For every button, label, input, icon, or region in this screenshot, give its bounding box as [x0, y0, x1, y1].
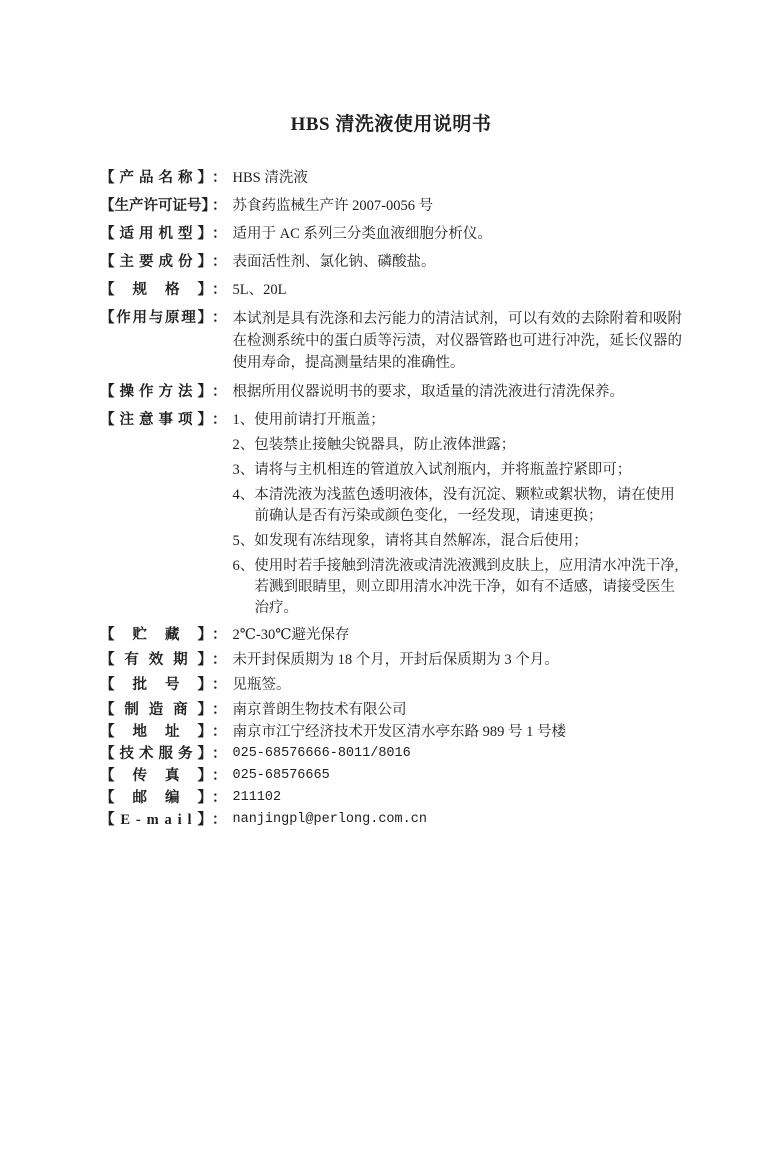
field-colon: ： — [212, 254, 227, 270]
field-value: 本试剂是具有洗涤和去污能力的清洁试剂，可以有效的去除附着和吸附在检测系统中的蛋白质等污渍，对仪器管路也可进行冲洗，延长仪器的使用寿命，提高测量结果的准确性。 — [232, 311, 682, 371]
field-label: 【 适 用 机 型 】 — [100, 226, 212, 242]
field-value: 苏食药监械生产许 2007-0056 号 — [232, 198, 434, 214]
field-label: 【 作 用 与 原 理 】 — [100, 310, 212, 326]
field-label: 【 技 术 服 务 】 — [100, 746, 212, 762]
field-fax — [100, 766, 682, 786]
precaution-item: 1、使用前请打开瓶盖； — [232, 412, 385, 428]
field-label: 【 有 效 期 】 — [100, 652, 212, 668]
field-value: nanjingpl@perlong.com.cn — [232, 812, 427, 827]
field-value: 见瓶签。 — [232, 677, 291, 693]
field-label: 【 地 址 】 — [100, 724, 212, 740]
field-storage — [100, 625, 682, 645]
field-batch-no — [100, 675, 682, 695]
field-zip-code — [100, 788, 682, 808]
field-email — [100, 810, 682, 830]
field-main-ingredients — [100, 252, 682, 272]
precaution-item: 5、如发现有冻结现象，请将其自然解冻，混合后使用； — [232, 533, 588, 549]
field-label: 【 传 真 】 — [100, 768, 212, 784]
field-label: 【 制 造 商 】 — [100, 702, 212, 718]
field-value: 未开封保质期为 18 个月，开封后保质期为 3 个月。 — [232, 652, 559, 668]
field-colon: ： — [212, 768, 227, 784]
field-label: 【 贮 藏 】 — [100, 627, 212, 643]
field-validity — [100, 650, 682, 670]
field-value: 025-68576666-8011/8016 — [232, 746, 411, 761]
field-colon: ： — [212, 282, 227, 298]
field-address — [100, 722, 682, 742]
precautions-list — [233, 410, 683, 619]
field-value: 211102 — [232, 790, 282, 805]
field-label: 【 规 格 】 — [100, 282, 212, 298]
field-label: 【 批 号 】 — [100, 677, 212, 693]
field-colon: ： — [212, 198, 227, 214]
precaution-item: 2、包装禁止接触尖锐器具，防止液体泄露； — [232, 437, 516, 453]
field-label: 【 操 作 方 法 】 — [100, 384, 212, 400]
precaution-item: 6、使用时若手接触到清洗液或清洗液溅到皮肤上，应用清水冲洗干净,若溅到眼睛里，则立即用清水冲洗干净，如有不适感，请接受医生治疗。 — [232, 558, 679, 616]
field-manufacturer — [100, 700, 682, 720]
precaution-item: 4、本清洗液为浅蓝色透明液体，没有沉淀、颗粒或絮状物，请在使用前确认是否有污染或颜色变化，一经发现，请速更换； — [232, 487, 675, 524]
field-value: 表面活性剂、氯化钠、磷酸盐。 — [232, 254, 436, 270]
field-colon: ： — [212, 384, 227, 400]
field-value: HBS 清洗液 — [232, 170, 308, 186]
field-operation-method — [100, 382, 682, 402]
field-colon: ： — [212, 677, 227, 693]
field-label: 【 生 产 许 可 证 号 】 — [100, 198, 216, 214]
field-colon: ： — [212, 746, 227, 762]
field-colon: ： — [212, 627, 227, 643]
field-colon: ： — [212, 812, 227, 828]
field-colon: ： — [212, 702, 227, 718]
field-specification — [100, 280, 682, 300]
field-colon: ： — [212, 412, 227, 428]
precaution-item: 3、请将与主机相连的管道放入试剂瓶内，并将瓶盖拧紧即可； — [232, 462, 632, 478]
page-title: HBS 清洗液使用说明书 — [290, 114, 492, 135]
field-label: 【 产 品 名 称 】 — [100, 170, 212, 186]
field-colon: ： — [212, 226, 227, 242]
field-value: 025-68576665 — [232, 768, 330, 783]
field-colon: ： — [212, 724, 227, 740]
field-value: 南京市江宁经济技术开发区清水亭东路 989 号 1 号楼 — [232, 724, 566, 740]
field-value: 南京普朗生物技术有限公司 — [232, 702, 407, 718]
field-colon: ： — [212, 310, 227, 326]
field-label: 【 注 意 事 项 】 — [100, 412, 212, 428]
field-colon: ： — [212, 652, 227, 668]
field-value: 5L、20L — [232, 282, 287, 298]
field-value: 适用于 AC 系列三分类血液细胞分析仪。 — [232, 226, 492, 242]
field-value: 根据所用仪器说明书的要求，取适量的清洗液进行清洗保养。 — [232, 384, 624, 400]
field-label: 【 E - m a i l 】 — [100, 812, 212, 828]
field-colon: ： — [212, 790, 227, 806]
field-applicable-model — [100, 224, 682, 244]
field-label: 【 邮 编 】 — [100, 790, 212, 806]
field-precautions — [100, 410, 682, 619]
field-colon: ： — [212, 170, 227, 186]
field-product-name — [100, 168, 682, 188]
field-tech-service — [100, 744, 682, 764]
field-license-no — [100, 196, 682, 216]
field-function-principle — [100, 308, 682, 374]
field-value: 2℃-30℃避光保存 — [232, 627, 350, 643]
field-label: 【 主 要 成 份 】 — [100, 254, 212, 270]
